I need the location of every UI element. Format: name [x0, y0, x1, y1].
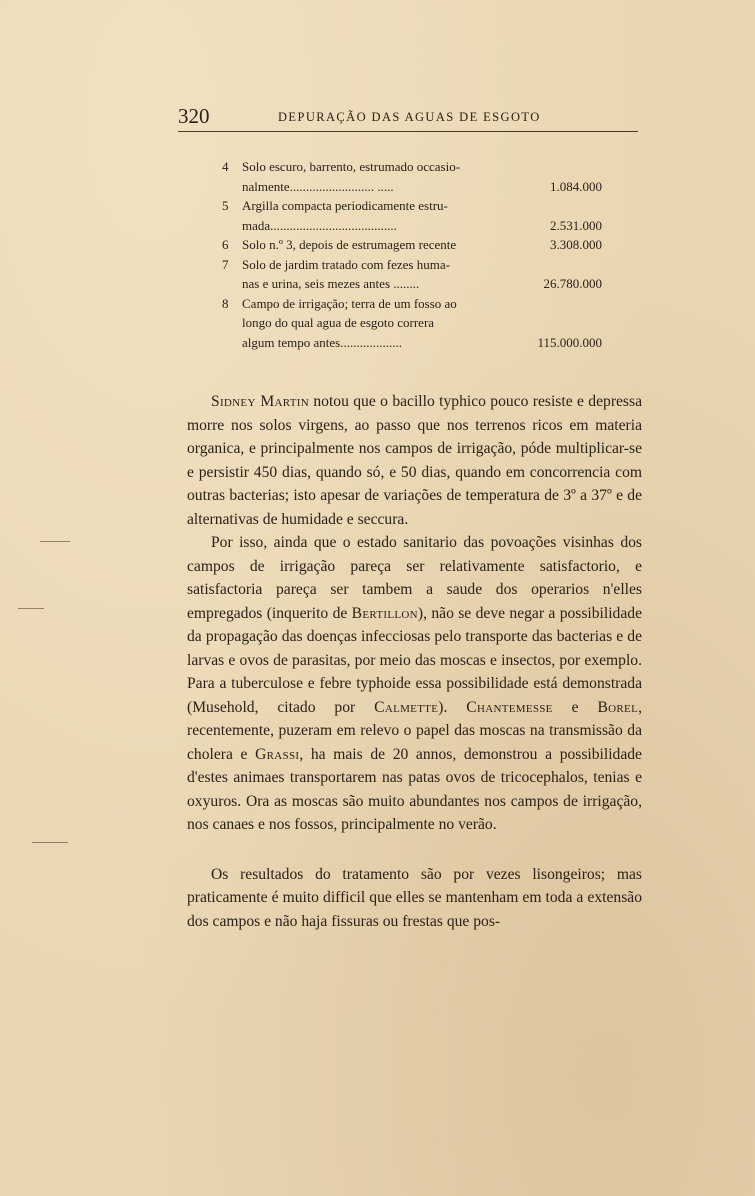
table-row — [222, 196, 602, 235]
paragraph-text: , recentemente, puzeram em relevo o papel das moscas na transmissão da cholera e — [187, 698, 642, 763]
row-value: 2.531.000 — [550, 217, 602, 233]
header-rule — [178, 131, 638, 132]
page-edge-mark — [18, 608, 44, 609]
paragraph-sidney-martin — [187, 390, 642, 531]
row-number: 6 — [222, 237, 229, 252]
author-name-sidney-martin: Sidney Martin — [211, 393, 309, 410]
paragraph-text: , ha mais de 20 annos, demonstrou a possibilidade d'estes animaes transportarem nas patas ovos de tricocephalos, tenias e oxyuros. Ora as moscas são muito abundantes nos campos de irrigação, nos canaes e nos fossos, principalmente no verão. — [187, 745, 642, 833]
author-name-chantemesse: Chantemesse — [466, 698, 553, 716]
table-row — [222, 235, 602, 255]
row-value: 1.084.000 — [550, 178, 602, 194]
page-number: 320 — [178, 104, 210, 128]
row-description: Solo de jardim tratado com fezes huma- nas e urina, seis mezes antes ........ — [242, 256, 450, 291]
row-description: Solo n.º 3, depois de estrumagem recente — [242, 237, 457, 252]
paragraph-text: ), não se deve negar a possibilidade da propagação das doenças infecciosas pelo transporte das bacterias e de larvas e ovos de parasitas, por meio das moscas e insectos, por exemplo. Para a tuberculose e febre typhoide essa possibilidade está demonstrada (Musehold, citado por — [187, 604, 642, 716]
soil-bacteria-table — [222, 157, 602, 352]
row-value: 3.308.000 — [550, 237, 602, 252]
table-row — [222, 157, 602, 196]
page-header-title: DEPURAÇÃO DAS AGUAS DE ESGOTO — [278, 110, 541, 124]
table-row — [222, 255, 602, 294]
row-description: Solo escuro, barrento, estrumado occasio- nalmente.......................... ..... — [242, 159, 461, 194]
row-number: 4 — [222, 159, 229, 174]
paragraph-text: e — [552, 698, 598, 716]
row-description: Argilla compacta periodicamente estru- mada....................................... — [242, 198, 448, 233]
running-head — [178, 104, 638, 128]
author-name-bertillon: Bertillon — [351, 604, 418, 622]
paragraph-sanitary-state — [187, 531, 642, 837]
row-description: Campo de irrigação; terra de um fosso ao longo do qual agua de esgoto correra algum tempo antes................... — [242, 295, 457, 350]
row-number: 8 — [222, 295, 229, 311]
row-value: 115.000.000 — [537, 334, 602, 350]
author-name-borel: Borel — [597, 698, 639, 716]
paragraph-treatment-results: Os resultados do tratamento são por vezes lisongeiros; mas praticamente é muito difficil que elles se mantenham em toda a extensão dos campos e não haja fissuras ou frestas que pos- — [187, 865, 642, 930]
row-number: 7 — [222, 256, 229, 272]
paragraph-text: ). — [438, 698, 467, 716]
author-name-calmette: Calmette — [374, 698, 439, 716]
paragraph-text: notou que o bacillo typhico pouco resiste e depressa morre nos solos virgens, ao passo que nos terrenos ricos em materia organica, e principalmente nos campos de irrigação, póde multiplicar-se e persistir 450 dias, quando só, e 50 dias, quando em concorrencia com outras bacterias; isto apesar de variações de temperatura de 3º a 37º e de alternativas de humidade e seccura. — [187, 393, 642, 528]
author-name-grassi: Grassi — [255, 745, 300, 763]
row-number: 5 — [222, 198, 229, 213]
paragraph-text: Por isso, ainda que o estado sanitario das povoações visinhas dos campos de irrigação pareça ser relativamente satisfactorio, e satisfactoria pareça ser tambem a saude dos operarios n'elles empregados (inquerito de — [187, 534, 642, 622]
body-text — [187, 390, 642, 933]
page-edge-mark — [40, 541, 70, 542]
table-row — [222, 294, 602, 353]
row-value: 26.780.000 — [543, 276, 602, 291]
page-edge-mark — [32, 842, 68, 843]
